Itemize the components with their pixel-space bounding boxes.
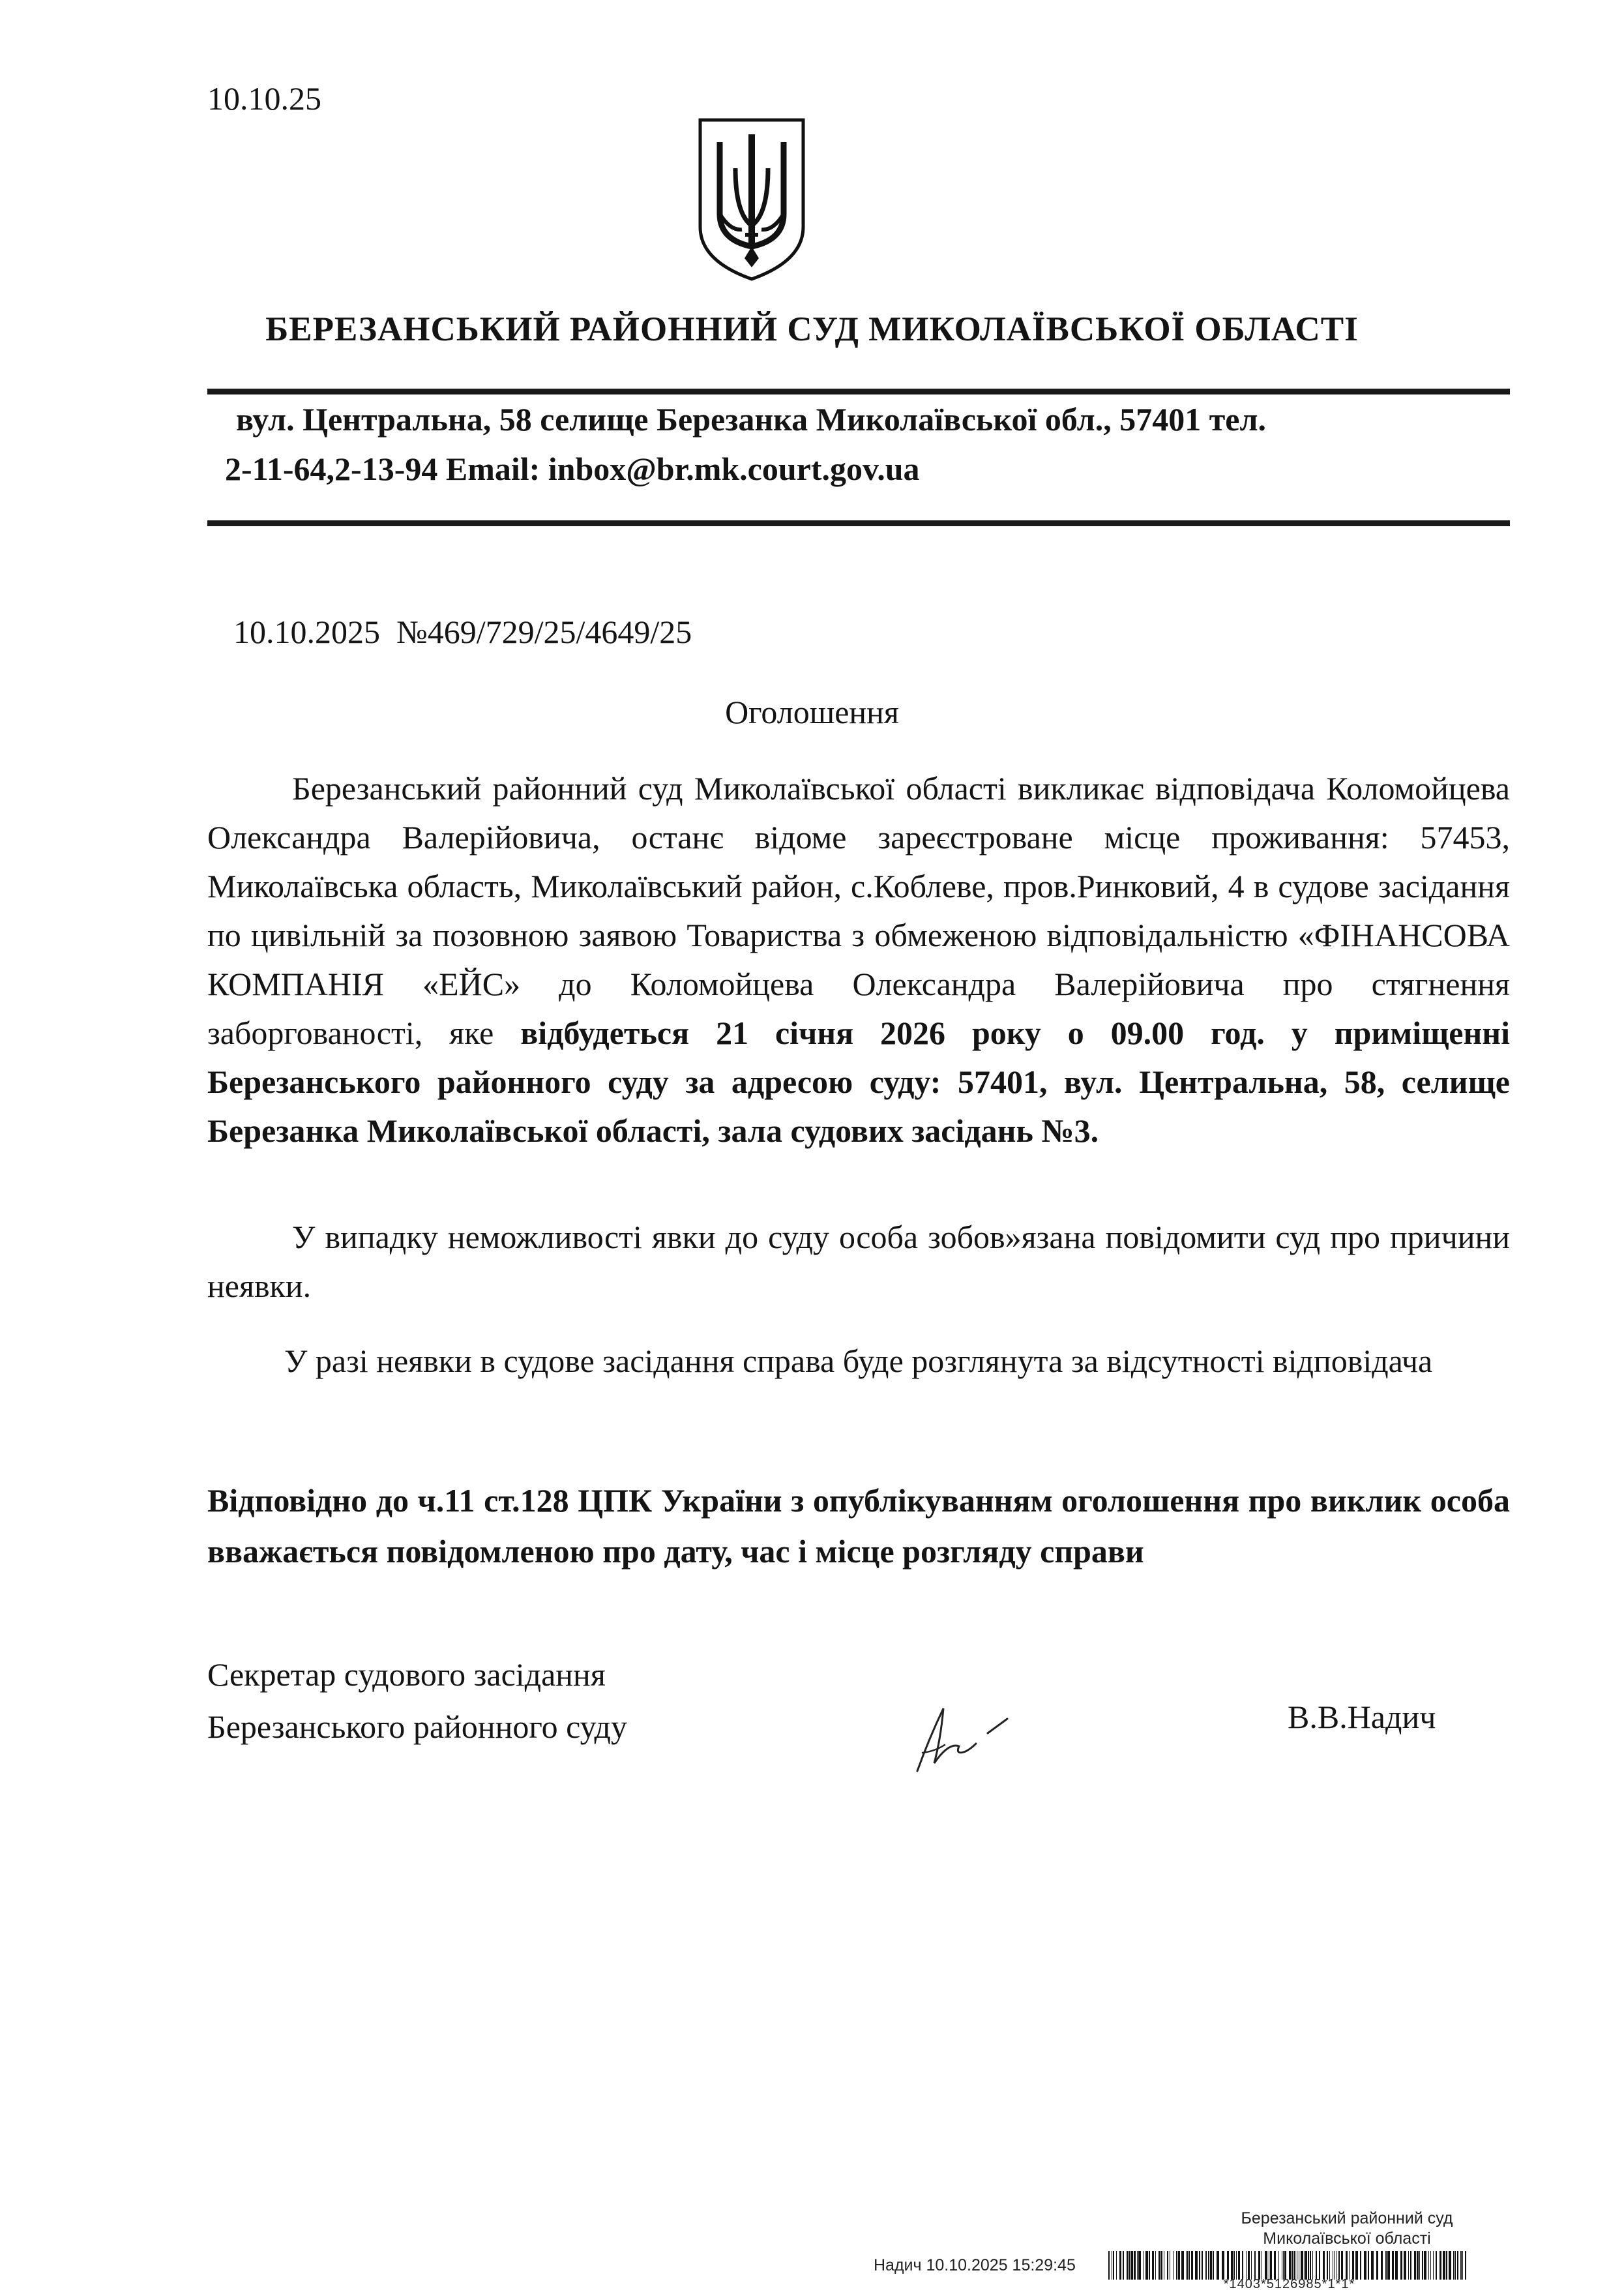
header-divider-bottom bbox=[207, 520, 1510, 526]
announcement-body bbox=[207, 764, 1510, 1155]
absence-consequence: У разі неявки в судове засідання справа буде розглянута за відсутності відповідача bbox=[284, 1343, 1433, 1379]
absence-notice: У випадку неможливості явки до суду особа зобов»язана повідомити суд про причини неявки. bbox=[207, 1219, 1510, 1304]
top-date: 10.10.25 bbox=[207, 80, 321, 117]
reference-date: 10.10.2025 bbox=[233, 614, 380, 650]
court-address: вул. Центральна, 58 селище Березанка Миколаївської обл., 57401 тел. bbox=[236, 401, 1267, 438]
stamp-court-line1: Березанський районний суд bbox=[1241, 2209, 1453, 2227]
signatory-title-line2: Березанського районного суду bbox=[207, 1708, 627, 1745]
signatory-name: В.В.Надич bbox=[1288, 1699, 1436, 1735]
court-name: БЕРЕЗАНСЬКИЙ РАЙОННИЙ СУД МИКОЛАЇВСЬКОЇ ОБЛАСТІ bbox=[265, 310, 1359, 348]
coat-of-arms-icon bbox=[696, 116, 807, 282]
legal-basis: Відповідно до ч.11 ст.128 ЦПК України з опублікуванням оголошення про виклик особа вважається повідомленою про дату, час і місце розгляду справи bbox=[207, 1482, 1510, 1570]
court-contacts: 2-11-64,2-13-94 Email: inbox@br.mk.court.gov.ua bbox=[225, 451, 920, 487]
header-divider-top bbox=[207, 389, 1510, 394]
announcement-heading: Оголошення bbox=[725, 694, 899, 730]
handwritten-signature bbox=[903, 1699, 1014, 1778]
barcode-icon bbox=[1108, 2251, 1470, 2280]
stamp-court-line2: Миколаївської області bbox=[1263, 2229, 1431, 2248]
barcode-text: *1403*5126985*1*1* bbox=[1223, 2277, 1355, 2291]
summons-text: Березанський районний суд Миколаївської області викликає відповідача Коломойцева Олександра Валерійовича, останє відоме зареєстроване місце проживання: 57453, Миколаївська область, Миколаївський район, с.Коблеве, пров.Ринковий, 4 в судове засідання по цивільній за позовною заявою Товариства з обмеженою відповідальністю «ФІНАНСОВА КОМПАНІЯ «ЕЙС» до Коломойцева Олександра Валерійовича про стягнення заборгованості, яке bbox=[207, 770, 1510, 1051]
registration-stamp bbox=[1230, 2209, 1464, 2249]
signatory-title bbox=[207, 1648, 627, 1753]
reference-number: №469/729/25/4649/25 bbox=[396, 614, 692, 650]
reference-line bbox=[233, 613, 692, 651]
stamp-meta: Надич 10.10.2025 15:29:45 bbox=[874, 2256, 1076, 2274]
signatory-title-line1: Секретар судового засідання bbox=[207, 1656, 606, 1693]
hearing-details: відбудеться 21 січня 2026 року о 09.00 год. у приміщенні Березанського районного суду за адресою суду: 57401, вул. Центральна, 58, селище Березанка Миколаївської області, зала судових засідань №3. bbox=[207, 1015, 1511, 1149]
